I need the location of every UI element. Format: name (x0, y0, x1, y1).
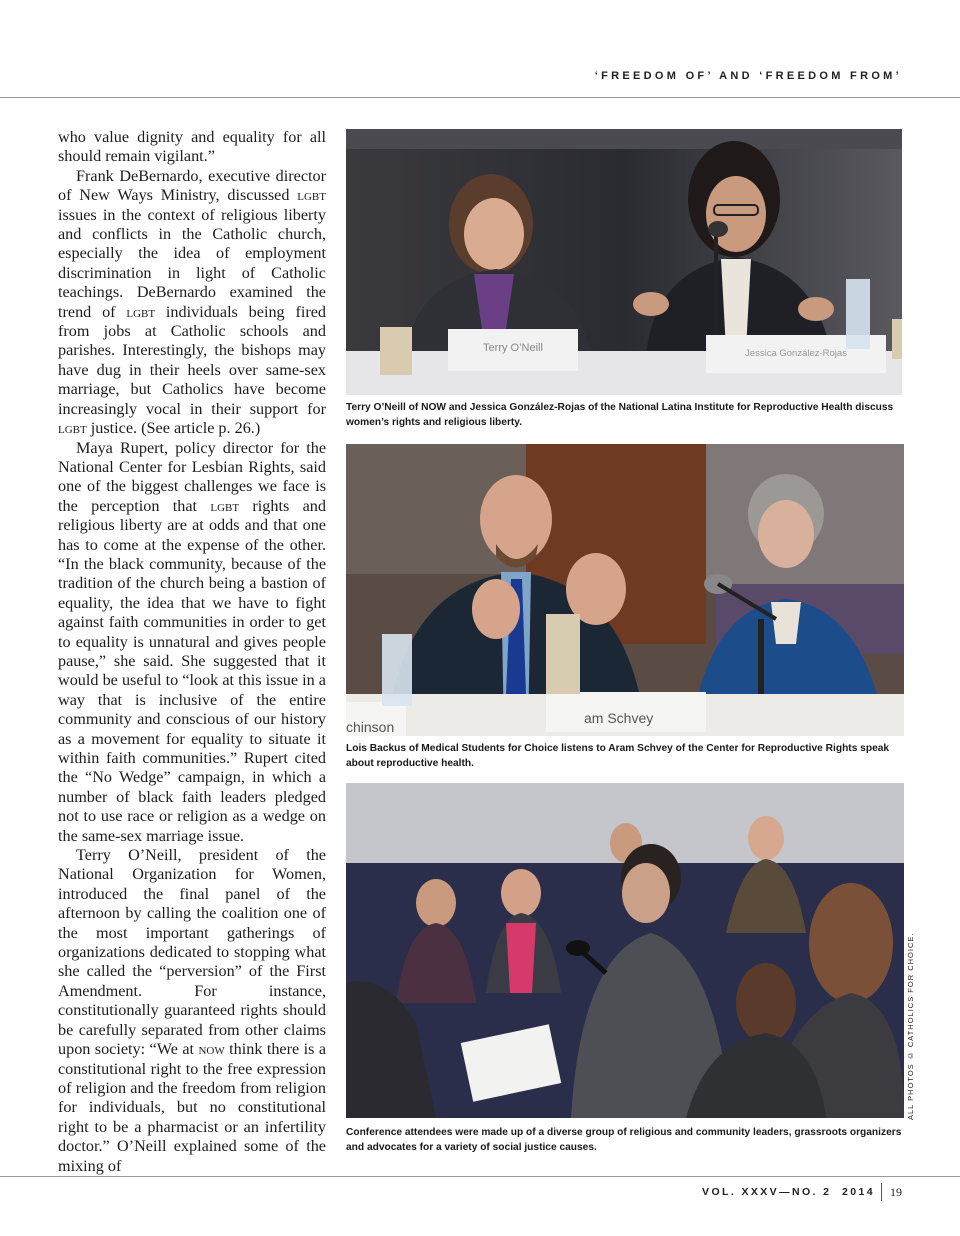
now-abbrev: now (198, 1040, 225, 1059)
lgbt-abbrev: lgbt (126, 302, 156, 321)
paragraph-2-text-c: individuals being fired from jobs at Catholic schools and parishes. Interestingly, the bishops may have dug in their heels over same-sex marriage, but Catholics have become increasingly vocal in their support for (58, 302, 327, 418)
header-rule (0, 97, 960, 98)
paragraph-1-text: who value dignity and equality for all should remain vigilant.” (58, 128, 326, 166)
paragraph-2 (58, 167, 326, 439)
nameplate-right-label: Jessica González-Rojas (745, 348, 847, 359)
paragraph-4-text-b: think there is a constitutional right to the free expression of religion and the freedom from religion for individuals, but no constitutional right to be a pharmacist or an infertility doctor.” O’Neill explained some of the mixing of (58, 1040, 326, 1175)
paragraph-4-text-a: Terry O’Neill, president of the National Organization for Women, introduced the final panel of the afternoon by calling the coalition one of the most important gatherings of organizations dedicated to stopping what she called the “perversion” of the First Amendment. For instance, constitutionally guaranteed rights should be carefully separated from other claims upon society: “We at (58, 846, 326, 1059)
paragraph-1 (58, 128, 326, 167)
lgbt-abbrev: lgbt (297, 186, 326, 205)
photo-conference-attendees (346, 783, 904, 1118)
running-header: ‘FREEDOM OF’ AND ‘FREEDOM FROM’ (594, 70, 902, 82)
nameplate-right-label: am Schvey (584, 710, 654, 726)
photo-illustration (346, 783, 904, 1118)
photo-illustration (346, 444, 904, 736)
paragraph-3 (58, 439, 326, 847)
caption-photo-1: Terry O’Neill of NOW and Jessica González-Rojas of the National Latina Institute for Reproductive Health discuss women’s rights and religious liberty. (346, 402, 894, 428)
paragraph-4 (58, 846, 326, 1176)
nameplate-left-label: chinson (346, 719, 395, 735)
caption-photo-2: Lois Backus of Medical Students for Choice listens to Aram Schvey of the Center for Reproductive Rights speak about reproductive health. (346, 743, 890, 769)
photo-panel-oneill-gonzalez-rojas (346, 129, 902, 395)
paragraph-3-text-a: Maya Rupert, policy director for the National Center for Lesbian Rights, said one of the biggest challenges we face is the perception that (58, 438, 326, 515)
paragraph-2-text-b: issues in the context of religious liberty and conflicts in the Catholic church, especially the idea of employment discrimination in light of Catholic teachings. DeBernardo examined the trend of (58, 205, 326, 321)
article-body-column (58, 128, 326, 1176)
page-footer (702, 1182, 902, 1202)
paragraph-2-text-d: justice. (See article p. 26.) (86, 419, 261, 438)
caption-photo-3: Conference attendees were made up of a diverse group of religious and community leaders, grassroots organizers and advocates for a variety of social justice causes. (346, 1127, 902, 1153)
issue-volume: VOL. XXXV—NO. 2 2014 (702, 1186, 875, 1198)
page-number: 19 (890, 1184, 902, 1199)
nameplate-left-label: Terry O’Neill (483, 342, 543, 354)
paragraph-2-text-a: Frank DeBernardo, executive director of New Ways Ministry, discussed (58, 166, 326, 205)
lgbt-abbrev: lgbt (210, 496, 240, 515)
footer-rule (0, 1176, 960, 1177)
photo-credit: ALL PHOTOS © CATHOLICS FOR CHOICE. (906, 932, 915, 1120)
lgbt-abbrev: lgbt (58, 419, 87, 438)
photo-panel-backus-schvey (346, 444, 904, 736)
paragraph-3-text-b: rights and religious liberty are at odds and that one has to come at the expense of the other. “In the black community, because of the tradition of the church being a bastion of equality, the idea that we have to fight against faith communities in order to get to equality is unnatural and gives people pause,” she said. She suggested that it would be useful to “look at this issue in a way that is inclusive of the entire community and conscious of our history as a movement for equality to situate it within faith communities.” Rupert cited the “No Wedge” campaign, in which a number of black faith leaders pledged not to use race or religion as a wedge on the same-sex marriage issue. (58, 496, 326, 845)
footer-divider (881, 1183, 882, 1201)
